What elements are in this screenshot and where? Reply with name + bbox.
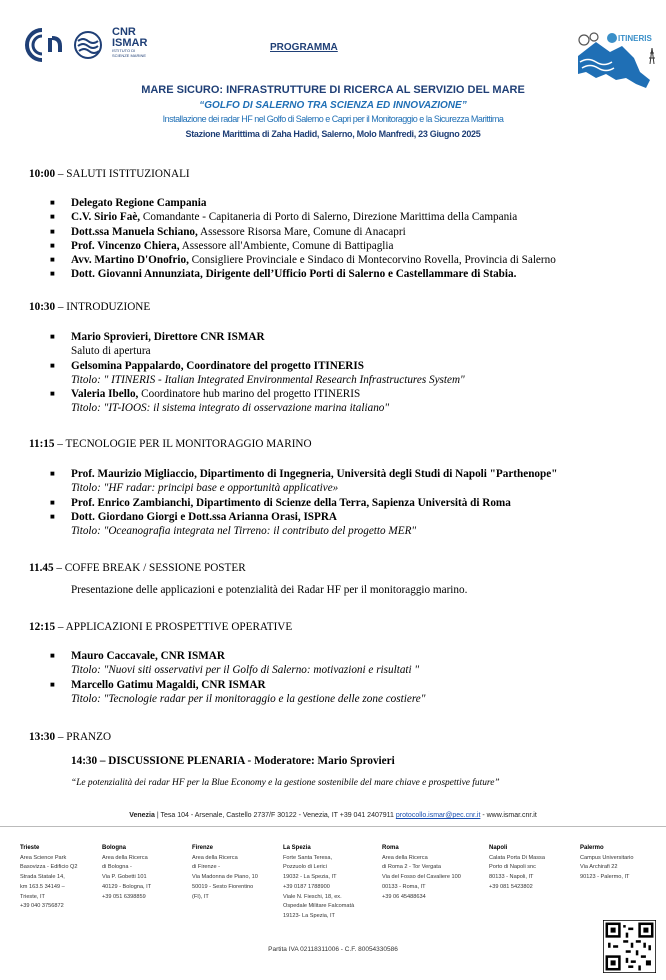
section-heading <box>71 754 656 768</box>
section-coffee-break <box>29 561 649 597</box>
list-item: ■ Prof. Enrico Zambianchi, Dipartimento di Scienze della Terra, Sapienza Università di Roma <box>50 496 511 509</box>
list-item: ■ Gelsomina Pappalardo, Coordinatore del progetto ITINERIS Titolo: " ITINERIS - Italian Integrated Environmental Research Infrastructures System" <box>50 359 465 386</box>
speaker-list <box>29 196 649 282</box>
website: - www.ismar.cnr.it <box>480 812 537 819</box>
section-title: – PRANZO <box>55 731 112 743</box>
list-item: ■ Prof. Vincenzo Chiera, Assessore all'Ambiente, Comune di Battipaglia <box>50 239 394 252</box>
list-item: ■ Marcello Gatimu Magaldi, CNR ISMAR Titolo: "Tecnologie radar per il monitoraggio e la gestione delle zone costiere" <box>50 678 426 705</box>
section-heading <box>29 167 649 181</box>
section-pranzo <box>29 730 649 744</box>
venezia-address: | Tesa 104 - Arsenale, Castello 2737/F 30122 - Venezia, IT +39 041 2407911 <box>154 812 396 819</box>
partita-iva: Partita IVA 02118311006 - C.F. 80054330586 <box>268 946 398 953</box>
institute-line: ISTITUTO DI SCIENZE MARINE <box>112 48 147 58</box>
office-bologna: Bologna Area della Ricerca di Bologna - Via P. Gobetti 101 40129 - Bologna, IT +39 051 6398859 <box>102 845 152 900</box>
ismar-name: ISMAR <box>112 37 148 49</box>
cnr-ismar-wordmark <box>112 27 152 58</box>
subtitle: “GOLFO DI SALERNO TRA SCIENZA ED INNOVAZIONE” <box>199 100 467 111</box>
section-time: 13:30 <box>29 731 56 743</box>
office-palermo: Palermo Campus Universitario Via Archirafi 22 90123 - Palermo, IT <box>580 845 634 881</box>
qr-code-icon <box>603 920 656 973</box>
main-title: MARE SICURO: INFRASTRUTTURE DI RICERCA AL SERVIZIO DEL MARE <box>141 84 525 96</box>
programma-label: PROGRAMMA <box>270 42 338 53</box>
speaker-list <box>29 330 649 416</box>
section-title: – DISCUSSIONE PLENARIA - Moderatore: Mario Sprovieri <box>97 755 395 767</box>
list-item: ■ Dott. Giordano Giorgi e Dott.ssa Arianna Orasi, ISPRA Titolo: "Oceanografia integrata nel Tirreno: il contributo del progetto MER" <box>50 510 417 538</box>
section-title: – SALUTI ISTITUZIONALI <box>55 168 190 180</box>
subtitle-installazione: Installazione dei radar HF nel Golfo di Salerno e Capri per il Monitoraggio e la Sicurezza Marittima <box>162 114 504 124</box>
section-time: 11:15 <box>29 438 55 450</box>
discussion-quote: “Le potenzialità dei radar HF per la Blue Economy e la gestione sostenibile del mare chiave e prospettive future” <box>71 778 500 788</box>
speaker-list <box>29 467 649 538</box>
section-saluti <box>29 167 649 282</box>
section-time: 14:30 <box>71 755 98 767</box>
header <box>0 0 666 150</box>
speaker-list <box>29 649 649 706</box>
section-discussione <box>71 754 656 789</box>
office-roma: Roma Area della Ricerca di Roma 2 - Tor Vergata Via del Fosso del Cavaliere 100 00133 - Roma, IT +39 06 45488634 <box>382 845 461 900</box>
section-time: 10:00 <box>29 168 56 180</box>
section-title: – INTRODUZIONE <box>55 301 151 313</box>
list-item: ■ Dott.ssa Manuela Schiano, Assessore Risorsa Mare, Comune di Anacapri <box>50 225 406 238</box>
footer-venezia-address <box>0 812 666 819</box>
list-item: ■ Mauro Caccavale, CNR ISMAR Titolo: "Nuovi siti osservativi per il Golfo di Salerno: motivazioni e risultati " <box>50 650 420 677</box>
event-location: Stazione Marittima di Zaha Hadid, Salerno, Molo Manfredi, 23 Giugno 2025 <box>185 129 481 139</box>
section-heading <box>29 561 649 575</box>
list-item: ■ Prof. Maurizio Migliaccio, Dipartimento di Ingegneria, Università degli Studi di Napoli "Parthenope" Titolo: "HF radar: principi base e opportunità applicative» <box>50 468 558 495</box>
list-item: ■ Delegato Regione Campania <box>50 197 207 209</box>
office-firenze: Firenze Area della Ricerca di Firenze - Via Madonna de Piano, 10 50019 - Sesto Fiorentino (FI), IT <box>192 845 258 900</box>
section-time: 10:30 <box>29 301 56 313</box>
office-napoli: Napoli Calata Porta Di Massa Porto di Napoli snc 80133 - Napoli, IT +39 081 5423802 <box>489 845 545 890</box>
section-title: – COFFE BREAK / SESSIONE POSTER <box>53 562 246 574</box>
section-title: – APPLICAZIONI E PROSPETTIVE OPERATIVE <box>55 621 293 633</box>
footer-divider <box>0 826 666 827</box>
list-item: ■ Avv. Martino D'Onofrio, Consigliere Provinciale e Sindaco di Montecorvino Rovella, Provincia di Salerno <box>50 254 556 267</box>
section-time: 11.45 <box>29 562 54 574</box>
section-time: 12:15 <box>29 621 56 633</box>
pec-email-link[interactable]: protocollo.ismar@pec.cnr.it <box>395 812 481 819</box>
section-applicazioni <box>29 620 649 706</box>
list-item: ■ Dott. Giovanni Annunziata, Dirigente dell’Ufficio Porti di Salerno e Castellammare di Stabia. <box>50 268 517 281</box>
office-la-spezia: La Spezia Forte Santa Teresa, Pozzuolo di Lerici 19032 - La Spezia, IT +39 0187 1788900 Viale N. Fieschi, 18, ex. Ospedale Militare Falcomatà 19123- La Spezia, IT <box>283 845 355 919</box>
section-heading <box>29 300 649 314</box>
venezia-city: Venezia <box>129 812 155 819</box>
list-item: ■ Mario Sprovieri, Direttore CNR ISMAR Saluto di apertura <box>50 331 265 358</box>
section-heading <box>29 730 649 744</box>
itineris-text: ITINERIS <box>618 34 652 43</box>
office-trieste: Trieste Area Science Park Basovizza - Edificio Q2 Strada Statale 14, km 163.5 34149 – Trieste, IT +39 040 3756872 <box>20 845 78 910</box>
coffee-description: Presentazione delle applicazioni e potenzialità dei Radar HF per il monitoraggio marino. <box>71 584 468 596</box>
section-title: – TECNOLOGIE PER IL MONITORAGGIO MARINO <box>54 438 312 450</box>
section-introduzione <box>29 300 649 416</box>
list-item: ■ Valeria Ibello, Coordinatore hub marino del progetto ITINERIS Titolo: "IT-IOOS: il sistema integrato di osservazione marina italiano" <box>50 388 390 415</box>
list-item: ■ C.V. Sirio Faè, Comandante - Capitaneria di Porto di Salerno, Direzione Marittima della Campania <box>50 211 518 224</box>
section-tecnologie <box>29 437 649 538</box>
section-heading <box>29 620 649 634</box>
section-heading <box>29 437 649 451</box>
cnr-name: CNR <box>112 26 136 38</box>
